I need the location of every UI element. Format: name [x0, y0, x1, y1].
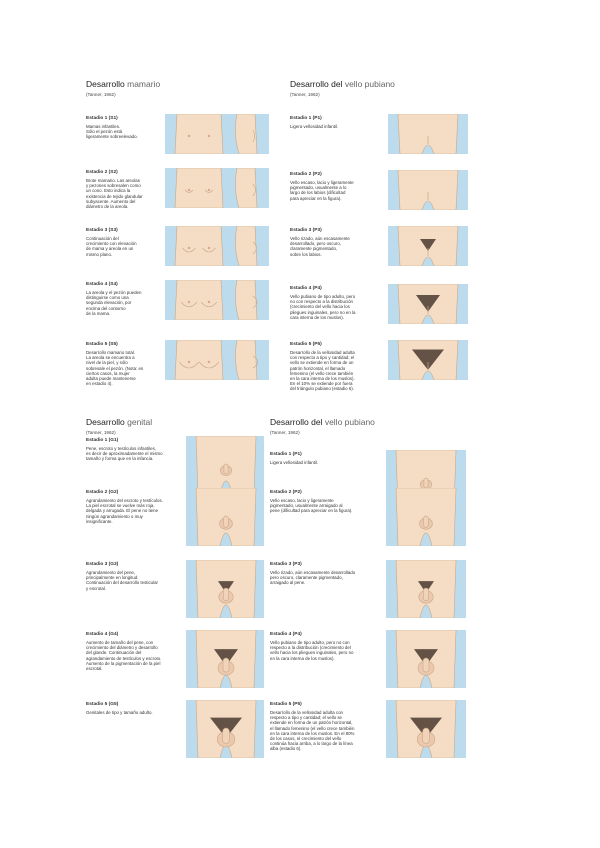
- male-pubic-figure-2: [386, 488, 466, 546]
- stage-description: Vello rizado, aún escasamente desarrollado, pero oscuro, claramente pigmentado, sobre los labios.: [290, 236, 350, 257]
- stage-description: Vello pubiano de tipo adulto, pero no con respecto a la distribución (crecimiento del vello hacia los pliegues inguinales, pero no en la cara interna de los muslos).: [290, 294, 356, 320]
- stage-description: Brote mamario. Las areolas y pezones sobresalen como un cono. Esto indica la existencia de tejido glandular subyacente. Aumento del diámetro de la areola.: [86, 178, 143, 210]
- stage-label: Estadio 4 (S4): [86, 282, 118, 287]
- mammary-subtitle: (Tanner, 1962): [86, 92, 116, 97]
- pubic-f-title: Desarrollo del vello pubiano: [290, 79, 395, 89]
- stage-label: Estadio 2 (G2): [86, 490, 119, 495]
- stage-label: Estadio 4 (P4): [270, 632, 302, 637]
- genital-stage-figure-1: [186, 436, 264, 494]
- pubic-f-stage-2: [290, 172, 382, 201]
- stage-description: Genitales de tipo y tamaño adulto.: [86, 710, 153, 715]
- stage-label: Estadio 1 (P1): [270, 452, 302, 457]
- pubic-f-stage-3: [290, 228, 382, 257]
- breast-stage-figure-4: [165, 280, 269, 320]
- stage-label: Estadio 5 (G5): [86, 702, 119, 707]
- stage-label: Estadio 3 (S3): [86, 228, 118, 233]
- stage-description: Pene, escroto y testículos infantiles, es decir de aproximadamente el mismo tamaño y forma que en la infancia.: [86, 446, 163, 462]
- stage-label: Estadio 5 (S5): [86, 342, 118, 347]
- pubic-m-stage-3: [270, 562, 382, 586]
- stage-description: Aumento de tamaño del pene, con crecimiento del diámetro y desarrollo del glande. Continuación del agrandamiento de testículos y escroto. Aumento de la pigmentación de la piel escrotal.: [86, 640, 162, 672]
- genital-stage-figure-2: [186, 488, 264, 546]
- mammary-stage-5: [86, 342, 162, 386]
- stage-label: Estadio 1 (S1): [86, 116, 118, 121]
- genital-stage-figure-3: [186, 560, 264, 618]
- breast-stage-figure-1: [165, 114, 269, 154]
- pubic-m-stage-4: [270, 632, 382, 661]
- male-pubic-figure-5: [386, 700, 466, 758]
- pubic-m-stage-1: [270, 452, 382, 465]
- pubic-f-subtitle: (Tanner, 1962): [290, 92, 320, 97]
- male-pubic-figure-4: [386, 630, 466, 688]
- stage-description: Vello pubiano de tipo adulto, pero no con respecto a la distribución (crecimiento del vello hacia los pliegues inguinales, pero no en la cara interna de los muslos).: [270, 640, 354, 661]
- breast-stage-figure-2: [165, 168, 269, 208]
- stage-description: Continuación del crecimiento con elevación de mama y areola en un mismo plano.: [86, 236, 137, 257]
- pubic-m-subtitle: (Tanner, 1962): [270, 430, 300, 435]
- stage-label: Estadio 3 (G3): [86, 562, 119, 567]
- genital-stage-2: [86, 490, 194, 524]
- stage-label: Estadio 2 (P2): [290, 172, 322, 177]
- stage-label: Estadio 2 (S2): [86, 170, 118, 175]
- breast-stage-figure-3: [165, 226, 269, 266]
- stage-label: Estadio 5 (P5): [270, 702, 302, 707]
- stage-description: Agrandamiento del escroto y testículos. La piel escrotal se vuelve más roja, delgada y arrugada. El pene no tiene ningún agrandamiento o muy insignificante.: [86, 498, 163, 524]
- stage-label: Estadio 1 (P1): [290, 116, 322, 121]
- female-pubic-figure-4: [388, 284, 468, 324]
- stage-description: Vello escaso, lacio y ligeramente pigmentado, usualmente arraigado al pene (dificultad para apreciar en la figura).: [270, 498, 353, 514]
- genital-stage-figure-4: [186, 630, 264, 688]
- pubic-f-stage-4: [290, 286, 382, 320]
- genital-stage-4: [86, 632, 194, 671]
- stage-label: Estadio 5 (P5): [290, 342, 322, 347]
- genital-stage-5: [86, 702, 194, 715]
- pubic-m-stage-5: [270, 702, 382, 752]
- stage-description: Mamas infantiles. Sólo el pezón está ligeramente sobreelevado.: [86, 124, 138, 140]
- stage-description: Desarrollo mamario total. La areola se encuentra a nivel de la piel, y sólo sobresale el pezón. (Nota: en ciertos casos, la mujer adulta puede mantenerse en estadio 4).: [86, 350, 144, 387]
- male-pubic-figure-3: [386, 560, 466, 618]
- genital-subtitle: (Tanner, 1962): [86, 430, 116, 435]
- genital-stage-3: [86, 562, 194, 591]
- stage-label: Estadio 3 (P3): [270, 562, 302, 567]
- stage-label: Estadio 4 (G4): [86, 632, 119, 637]
- stage-description: Desarrollo de la vellosidad adulta con respecto a tipo y cantidad; el vello se extiende en forma de un patrón horizontal, el llamado femenino (el vello crece también en la cara interna de los muslos. En el 80% de los casos, el crecimiento del vello continúa hacia arriba, a lo largo de la línea alba (estadio 6).: [270, 710, 355, 752]
- female-pubic-figure-2: [388, 170, 468, 210]
- stage-label: Estadio 2 (P2): [270, 490, 302, 495]
- stage-description: La areola y el pezón pueden distinguirse como una segunda elevación, por encima del contorno de la mama.: [86, 290, 142, 316]
- stage-description: Vello escaso, lacio y ligeramente pigmentado, usualmente a lo largo de los labios (dificultad para apreciar en la figura).: [290, 180, 354, 201]
- mammary-stage-3: [86, 228, 162, 257]
- genital-title: Desarrollo genital: [86, 417, 153, 427]
- female-pubic-figure-5: [388, 340, 468, 380]
- stage-label: Estadio 3 (P3): [290, 228, 322, 233]
- genital-stage-figure-5: [186, 700, 264, 758]
- stage-description: Ligera vellosidad infantil.: [270, 460, 319, 465]
- stage-description: Desarrollo de la vellosidad adulta con respecto a tipo y cantidad; el vello se extiende en forma de un patrón horizontal, el llamado femenino (el vello crece también en la cara interna de los muslos). En el 10% se extiende por fuera del triángulo pubiano (estadio 6).: [290, 350, 355, 392]
- stage-description: Ligera vellosidad infantil.: [290, 124, 339, 129]
- mammary-stage-1: [86, 116, 162, 140]
- stage-label: Estadio 4 (P4): [290, 286, 322, 291]
- genital-stage-1: [86, 438, 194, 462]
- mammary-title: Desarrollo mamario: [86, 79, 161, 89]
- breast-stage-figure-5: [165, 340, 269, 380]
- pubic-f-stage-5: [290, 342, 382, 392]
- pubic-m-stage-2: [270, 490, 382, 514]
- stage-description: Agrandamiento del pene, principalmente en longitud. Continuación del desarrollo testicular y escrotal.: [86, 570, 158, 591]
- stage-label: Estadio 1 (G1): [86, 438, 119, 443]
- pubic-m-title: Desarrollo del vello pubiano: [270, 417, 375, 427]
- female-pubic-figure-1: [388, 114, 468, 154]
- stage-description: Vello rizado, aún escasamente desarrollado pero oscuro, claramente pigmentado, arraigado al pene.: [270, 570, 356, 586]
- female-pubic-figure-3: [388, 226, 468, 266]
- pubic-f-stage-1: [290, 116, 382, 129]
- mammary-stage-2: [86, 170, 162, 209]
- mammary-stage-4: [86, 282, 162, 316]
